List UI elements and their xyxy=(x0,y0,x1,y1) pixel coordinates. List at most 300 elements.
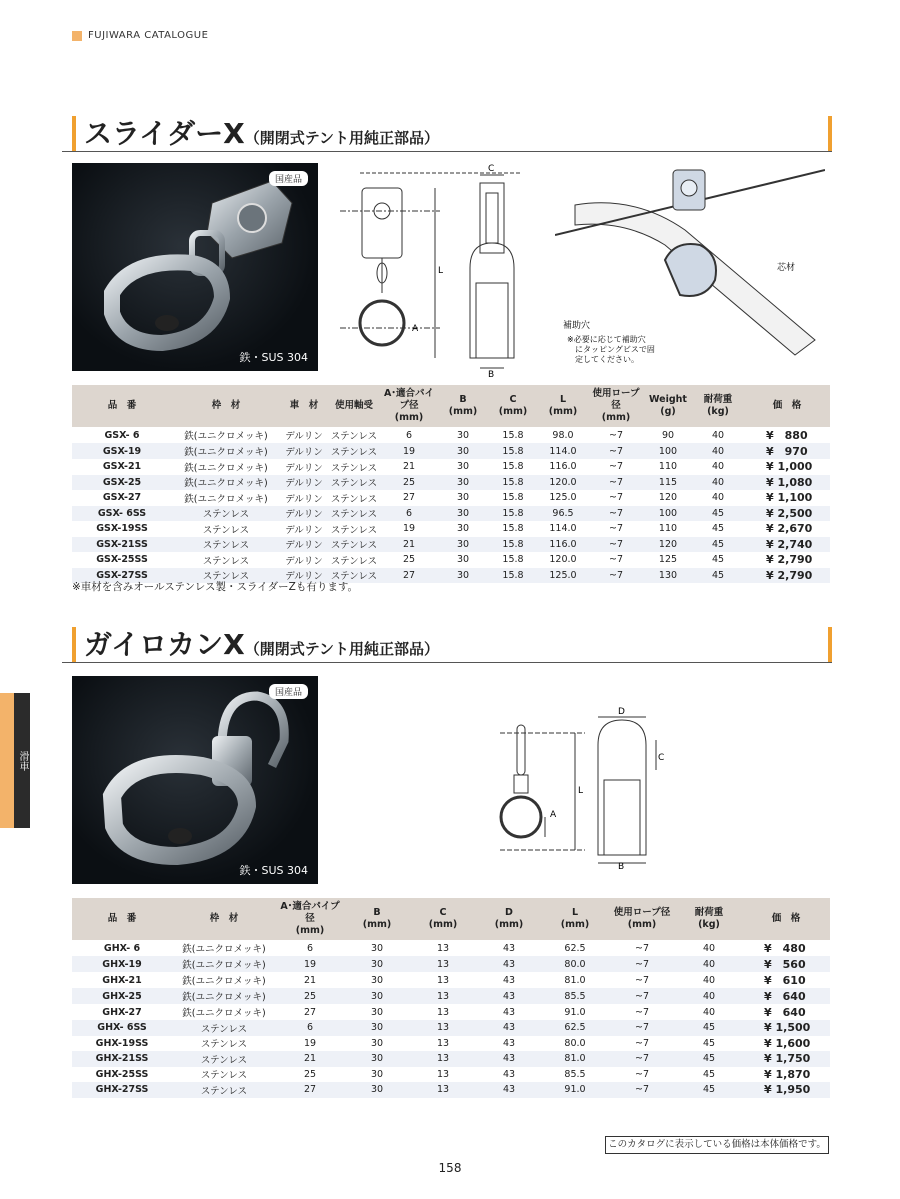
price-cell: ¥ 2,670 xyxy=(766,522,813,536)
table-cell: 15.8 xyxy=(502,554,524,566)
column-header: 枠 材 xyxy=(172,898,276,940)
product-code-cell: GHX-27SS xyxy=(72,1082,172,1098)
table-cell: デルリン xyxy=(280,475,328,491)
column-header: 品 番 xyxy=(72,385,172,427)
table-cell: 62.5 xyxy=(564,942,586,954)
table-cell: 110 xyxy=(658,461,678,473)
table-cell: ~7 xyxy=(588,506,644,522)
product-code-cell: GHX-21 xyxy=(102,974,142,986)
table-cell: ステンレス xyxy=(172,1020,276,1036)
table-cell: 80.0 xyxy=(542,956,608,972)
table-header-row xyxy=(72,385,830,427)
price-cell: ¥ 1,750 xyxy=(742,1051,830,1067)
table-cell: ~7 xyxy=(588,568,644,584)
product-code-cell: GHX-19 xyxy=(72,956,172,972)
dim-d-label: D xyxy=(618,707,625,717)
table-cell: 15.8 xyxy=(488,568,538,584)
table-cell: 43 xyxy=(476,988,542,1004)
table-cell: 45 xyxy=(676,1051,742,1067)
column-header: 使用軸受 xyxy=(328,385,380,427)
core-label: 芯材 xyxy=(777,263,796,273)
table-cell: 43 xyxy=(476,956,542,972)
column-header: 価 格 xyxy=(744,385,830,427)
table-cell: 13 xyxy=(410,988,476,1004)
product-code-cell: GSX-21 xyxy=(102,461,142,473)
table-cell: 30 xyxy=(370,1006,384,1018)
table-cell: 6 xyxy=(306,942,314,954)
table-cell: 40 xyxy=(676,988,742,1004)
table-cell: 45 xyxy=(692,568,744,584)
price-cell: ¥ 1,080 xyxy=(744,475,830,491)
table-cell: 15.8 xyxy=(488,443,538,459)
table-cell: 25 xyxy=(276,988,344,1004)
column-header: A･適合パイプ径 (mm) xyxy=(276,898,344,940)
column-header: 品 番 xyxy=(72,898,172,940)
section2-spec-table xyxy=(72,898,830,1098)
table-cell: 43 xyxy=(502,1037,516,1049)
table-cell: 125 xyxy=(658,554,678,566)
price-cell: ¥ 2,740 xyxy=(744,537,830,553)
table-cell: 30 xyxy=(438,506,488,522)
product-code-cell: GSX-27 xyxy=(102,492,142,504)
table-cell: ステンレス xyxy=(330,555,378,567)
column-header: 使用ロープ径 (mm) xyxy=(608,898,676,940)
table-cell: 鉄(ユニクロメッキ) xyxy=(182,1008,266,1019)
table-row xyxy=(72,459,830,475)
section2-product-photo xyxy=(72,676,318,884)
table-cell: 27 xyxy=(380,568,438,584)
table-cell: ~7 xyxy=(608,1082,676,1098)
table-cell: 30 xyxy=(456,461,470,473)
product-code-cell: GHX- 6SS xyxy=(72,1020,172,1036)
product-code-cell: GHX-21SS xyxy=(72,1051,172,1067)
table-cell: 40 xyxy=(692,443,744,459)
table-cell: ~7 xyxy=(588,475,644,491)
table-cell: ~7 xyxy=(608,1020,676,1036)
section1-title-sub: （開閉式テント用純正部品） xyxy=(244,129,440,147)
table-cell: 40 xyxy=(702,974,716,986)
table-cell: 125.0 xyxy=(538,568,588,584)
dim-b-label: B xyxy=(488,370,495,378)
table-cell: 鉄(ユニクロメッキ) xyxy=(172,988,276,1004)
table-cell: 13 xyxy=(436,1006,450,1018)
dim-b-label-2: B xyxy=(618,862,625,870)
table-cell: ステンレス xyxy=(200,1070,248,1082)
dim-a-label: A xyxy=(412,324,419,334)
table-cell: 45 xyxy=(676,1082,742,1098)
price-cell: ¥ 610 xyxy=(764,974,806,987)
header-text: FUJIWARA CATALOGUE xyxy=(88,30,209,41)
table-cell: ~7 xyxy=(608,956,676,972)
table-cell: 13 xyxy=(410,1082,476,1098)
table-cell: ステンレス xyxy=(328,568,380,584)
table-cell: 90 xyxy=(661,429,675,441)
table-cell: 43 xyxy=(502,1068,516,1080)
column-header: D (mm) xyxy=(476,898,542,940)
table-row xyxy=(72,506,830,522)
table-cell: 鉄(ユニクロメッキ) xyxy=(182,944,266,955)
table-cell: 鉄(ユニクロメッキ) xyxy=(172,475,280,491)
table-cell: 96.5 xyxy=(538,506,588,522)
product-code-cell: GSX-25SS xyxy=(96,554,148,566)
table-row xyxy=(72,1082,830,1098)
table-cell: 19 xyxy=(303,1037,317,1049)
table-cell: ステンレス xyxy=(330,493,378,505)
table-cell: 62.5 xyxy=(542,1020,608,1036)
column-header: 枠 材 xyxy=(172,385,280,427)
column-header: B (mm) xyxy=(438,385,488,427)
table-row xyxy=(72,1067,830,1083)
column-header: L (mm) xyxy=(542,898,608,940)
table-row xyxy=(72,1004,830,1020)
section2-title xyxy=(72,627,832,663)
price-cell: ¥ 880 xyxy=(766,429,808,442)
table-cell: 120 xyxy=(658,492,678,504)
table-cell: ~7 xyxy=(608,429,623,441)
table-cell: 85.5 xyxy=(542,988,608,1004)
table-cell: 43 xyxy=(502,974,516,986)
table-cell: ステンレス xyxy=(200,1039,248,1051)
table-cell: 15.8 xyxy=(502,429,524,441)
side-tab-label: 滑車 xyxy=(14,693,30,828)
column-header: 耐荷重 (kg) xyxy=(692,385,744,427)
gairokan-photo-icon xyxy=(72,676,318,884)
price-cell: ¥ 2,790 xyxy=(766,553,813,567)
table-cell: 43 xyxy=(502,1006,516,1018)
table-cell: デルリン xyxy=(280,506,328,522)
table-cell: 120.0 xyxy=(538,475,588,491)
table-cell: ~7 xyxy=(634,942,649,954)
table-cell: 40 xyxy=(692,475,744,491)
price-cell: ¥ 1,100 xyxy=(766,491,813,505)
slider-photo-icon xyxy=(72,163,318,371)
table-cell: ~7 xyxy=(634,1068,649,1080)
table-row xyxy=(72,956,830,972)
table-cell: ステンレス xyxy=(328,475,380,491)
table-cell: ~7 xyxy=(588,443,644,459)
table-cell: 30 xyxy=(370,974,384,986)
price-cell: ¥ 1,000 xyxy=(766,460,813,474)
table-cell: 15.8 xyxy=(488,475,538,491)
table-row xyxy=(72,537,830,553)
dim-l-label-2: L xyxy=(578,786,584,796)
page-number: 158 xyxy=(438,1161,462,1175)
table-cell: ~7 xyxy=(634,1037,649,1049)
table-cell: ~7 xyxy=(608,1051,676,1067)
table-cell: ステンレス xyxy=(328,537,380,553)
dim-a-label-2: A xyxy=(550,810,557,820)
table-cell: 100 xyxy=(644,443,692,459)
table-cell: デルリン xyxy=(285,524,323,536)
table-cell: 100 xyxy=(644,506,692,522)
table-cell: 116.0 xyxy=(538,537,588,553)
table-cell: 45 xyxy=(702,1037,716,1049)
price-cell: ¥ 1,950 xyxy=(742,1082,830,1098)
table-row xyxy=(72,521,830,537)
section2-title-sub: （開閉式テント用純正部品） xyxy=(244,640,440,658)
table-cell: 115 xyxy=(644,475,692,491)
column-header: 使用ロープ径 (mm) xyxy=(588,385,644,427)
table-cell: 120 xyxy=(644,537,692,553)
table-cell: 30 xyxy=(438,568,488,584)
table-cell: 鉄(ユニクロメッキ) xyxy=(184,431,268,442)
table-cell: デルリン xyxy=(285,462,323,474)
price-cell: ¥ 560 xyxy=(742,956,830,972)
table-cell: 81.0 xyxy=(564,974,586,986)
table-cell: 114.0 xyxy=(538,443,588,459)
table-cell: ステンレス xyxy=(330,431,378,442)
table-row xyxy=(72,475,830,491)
table-cell: ステンレス xyxy=(328,443,380,459)
table-cell: 80.0 xyxy=(564,1037,586,1049)
table-cell: 13 xyxy=(436,1037,450,1049)
section1-title-main: スライダーX xyxy=(84,117,245,150)
column-header: C (mm) xyxy=(488,385,538,427)
table-cell: 45 xyxy=(711,554,725,566)
table-cell: 30 xyxy=(344,1051,410,1067)
price-cell: ¥ 2,500 xyxy=(744,506,830,522)
section2-material: 鉄・SUS 304 xyxy=(239,864,308,877)
table-cell: 30 xyxy=(456,554,470,566)
product-code-cell: GHX- 6 xyxy=(103,942,141,954)
table-cell: 30 xyxy=(344,956,410,972)
table-cell: 40 xyxy=(711,461,725,473)
table-cell: 110 xyxy=(658,523,678,535)
section1-title xyxy=(72,116,832,152)
table-cell: ~7 xyxy=(588,537,644,553)
price-cell: ¥ 640 xyxy=(764,1006,806,1019)
table-cell: 43 xyxy=(476,1020,542,1036)
hole-note-line1: ※必要に応じて補助穴 xyxy=(567,335,646,344)
table-cell: 98.0 xyxy=(552,429,574,441)
table-row xyxy=(72,1051,830,1067)
table-row xyxy=(72,490,830,506)
table-header-row xyxy=(72,898,830,940)
table-cell: 15.8 xyxy=(502,492,524,504)
dim-c-label: C xyxy=(488,164,495,174)
table-cell: ~7 xyxy=(634,974,649,986)
table-cell: ステンレス xyxy=(328,506,380,522)
price-cell: ¥ 640 xyxy=(742,988,830,1004)
table-cell: ステンレス xyxy=(172,568,280,584)
table-row xyxy=(72,1020,830,1036)
product-code-cell: GHX-19SS xyxy=(95,1037,149,1049)
footer-price-note: このカタログに表示している価格は本体価格です。 xyxy=(605,1136,829,1154)
section1-domestic-badge: 国産品 xyxy=(269,171,308,186)
table-cell: 鉄(ユニクロメッキ) xyxy=(172,956,276,972)
table-cell: 43 xyxy=(476,1082,542,1098)
table-cell: 30 xyxy=(370,1068,384,1080)
table-cell: ステンレス xyxy=(330,524,378,536)
table-cell: 45 xyxy=(711,523,725,535)
catalogue-header xyxy=(72,30,208,41)
table-cell: 19 xyxy=(402,523,416,535)
section1-note: ※車材を含みオールステンレス製・スライダーZも有ります。 xyxy=(72,581,358,593)
table-cell: 鉄(ユニクロメッキ) xyxy=(172,443,280,459)
table-cell: 45 xyxy=(692,537,744,553)
table-cell: デルリン xyxy=(280,568,328,584)
column-header: A･適合パイプ径 (mm) xyxy=(380,385,438,427)
table-cell: 30 xyxy=(370,1037,384,1049)
section1-dimension-drawing xyxy=(340,163,540,378)
section1-spec-table xyxy=(72,385,830,583)
column-header: 耐荷重 (kg) xyxy=(676,898,742,940)
table-cell: 15.8 xyxy=(502,461,524,473)
table-row xyxy=(72,940,830,956)
table-cell: ~7 xyxy=(608,492,623,504)
table-cell: 6 xyxy=(380,506,438,522)
table-cell: 45 xyxy=(702,1068,716,1080)
column-header: L (mm) xyxy=(538,385,588,427)
table-cell: ステンレス xyxy=(202,524,250,536)
product-code-cell: GSX-21SS xyxy=(72,537,172,553)
table-cell: ~7 xyxy=(608,523,623,535)
table-cell: ステンレス xyxy=(172,506,280,522)
table-cell: 40 xyxy=(702,942,716,954)
table-cell: 81.0 xyxy=(542,1051,608,1067)
product-code-cell: GHX-25SS xyxy=(95,1068,149,1080)
price-cell: ¥ 2,790 xyxy=(744,568,830,584)
table-cell: 鉄(ユニクロメッキ) xyxy=(184,462,268,474)
table-cell: 13 xyxy=(436,942,450,954)
table-cell: ステンレス xyxy=(202,555,250,567)
table-cell: ステンレス xyxy=(330,462,378,474)
table-cell: 45 xyxy=(676,1020,742,1036)
table-cell: 15.8 xyxy=(502,523,524,535)
table-row xyxy=(72,427,830,443)
table-cell: 13 xyxy=(436,1068,450,1080)
table-cell: 45 xyxy=(692,506,744,522)
table-cell: 15.8 xyxy=(488,506,538,522)
section1-material: 鉄・SUS 304 xyxy=(239,351,308,364)
table-cell: 40 xyxy=(711,429,725,441)
table-cell: 30 xyxy=(438,475,488,491)
table-cell: デルリン xyxy=(285,555,323,567)
table-cell: 91.0 xyxy=(542,1082,608,1098)
product-code-cell: GSX- 6 xyxy=(104,429,140,441)
table-cell: 19 xyxy=(276,956,344,972)
table-cell: ステンレス xyxy=(172,1082,276,1098)
table-cell: 40 xyxy=(702,1006,716,1018)
price-cell: ¥ 970 xyxy=(744,443,830,459)
table-cell: 19 xyxy=(380,443,438,459)
table-cell: 40 xyxy=(711,492,725,504)
section2-title-main: ガイロカンX xyxy=(84,628,245,661)
table-cell: ~7 xyxy=(608,554,623,566)
table-cell: デルリン xyxy=(280,537,328,553)
table-cell: 30 xyxy=(456,429,470,441)
table-cell: 6 xyxy=(276,1020,344,1036)
table-cell: ~7 xyxy=(608,461,623,473)
table-cell: 116.0 xyxy=(549,461,577,473)
table-row xyxy=(72,988,830,1004)
dim-c-label-2: C xyxy=(658,753,665,763)
price-cell: ¥ 1,870 xyxy=(764,1067,811,1081)
price-cell: ¥ 1,500 xyxy=(742,1020,830,1036)
table-cell: 鉄(ユニクロメッキ) xyxy=(182,976,266,987)
table-cell: ~7 xyxy=(608,988,676,1004)
price-cell: ¥ 1,600 xyxy=(764,1036,811,1050)
table-cell: 27 xyxy=(276,1082,344,1098)
table-cell: 120.0 xyxy=(549,554,577,566)
table-cell: 91.0 xyxy=(564,1006,586,1018)
table-cell: 13 xyxy=(436,974,450,986)
header-square-icon xyxy=(72,31,82,41)
product-code-cell: GHX-27 xyxy=(102,1006,142,1018)
table-cell: 15.8 xyxy=(488,537,538,553)
table-cell: 30 xyxy=(438,443,488,459)
table-cell: 43 xyxy=(476,1051,542,1067)
table-cell: ~7 xyxy=(634,1006,649,1018)
table-cell: 6 xyxy=(405,429,413,441)
product-code-cell: GSX- 6SS xyxy=(72,506,172,522)
table-cell: ステンレス xyxy=(172,1051,276,1067)
table-cell: 13 xyxy=(410,1020,476,1036)
section2-domestic-badge: 国産品 xyxy=(269,684,308,699)
table-cell: 30 xyxy=(456,523,470,535)
column-header: 価 格 xyxy=(742,898,830,940)
side-tab xyxy=(0,693,30,828)
section2-dimension-drawing xyxy=(490,705,680,870)
dim-l-label: L xyxy=(438,266,444,276)
table-cell: デルリン xyxy=(280,443,328,459)
hole-note-line2: にタッピングビスで固 xyxy=(575,345,655,354)
table-cell: 30 xyxy=(344,988,410,1004)
table-cell: デルリン xyxy=(285,493,323,505)
table-cell: 30 xyxy=(456,492,470,504)
table-cell: 25 xyxy=(303,1068,317,1080)
product-code-cell: GSX-19 xyxy=(72,443,172,459)
table-cell: 114.0 xyxy=(549,523,577,535)
table-cell: 21 xyxy=(276,1051,344,1067)
product-code-cell: GSX-27SS xyxy=(72,568,172,584)
table-row xyxy=(72,972,830,988)
hole-note-line3: 定してください。 xyxy=(575,355,639,364)
column-header: B (mm) xyxy=(344,898,410,940)
product-code-cell: GHX-25 xyxy=(72,988,172,1004)
table-cell: 130 xyxy=(644,568,692,584)
table-row xyxy=(72,552,830,568)
table-cell: 25 xyxy=(402,554,416,566)
table-row xyxy=(72,443,830,459)
table-cell: 鉄(ユニクロメッキ) xyxy=(184,493,268,505)
table-cell: 13 xyxy=(410,1051,476,1067)
table-cell: 43 xyxy=(502,942,516,954)
column-header: Weight (g) xyxy=(644,385,692,427)
table-cell: 25 xyxy=(380,475,438,491)
table-cell: 27 xyxy=(303,1006,317,1018)
price-cell: ¥ 480 xyxy=(764,942,806,955)
table-cell: 30 xyxy=(344,1020,410,1036)
table-cell: 125.0 xyxy=(549,492,577,504)
product-code-cell: GSX-25 xyxy=(72,475,172,491)
section1-usage-illustration xyxy=(555,160,825,375)
table-cell: 21 xyxy=(402,461,416,473)
column-header: C (mm) xyxy=(410,898,476,940)
product-code-cell: GSX-19SS xyxy=(96,523,148,535)
table-cell: デルリン xyxy=(285,431,323,442)
section1-product-photo xyxy=(72,163,318,371)
column-header: 車 材 xyxy=(280,385,328,427)
table-cell: 21 xyxy=(303,974,317,986)
table-cell: 30 xyxy=(370,942,384,954)
table-cell: 13 xyxy=(410,956,476,972)
table-cell: ステンレス xyxy=(172,537,280,553)
hole-label: 補助穴 xyxy=(563,321,591,331)
table-cell: 30 xyxy=(438,537,488,553)
table-row xyxy=(72,1036,830,1052)
table-cell: 85.5 xyxy=(564,1068,586,1080)
